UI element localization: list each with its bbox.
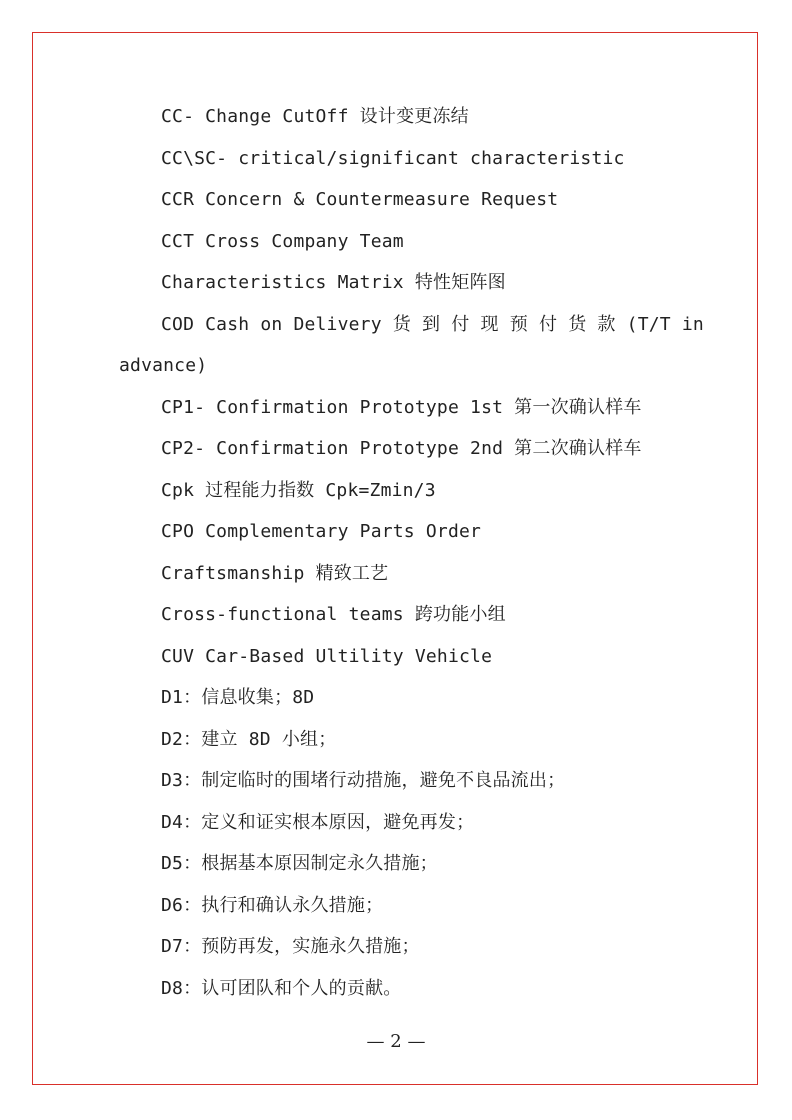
text-line: D7：预防再发，实施永久措施；	[161, 936, 420, 957]
text-line: D2：建立 8D 小组；	[161, 729, 337, 750]
text-line: CCR Concern & Countermeasure Request	[161, 189, 559, 210]
text-line: D5：根据基本原因制定永久措施；	[161, 853, 438, 874]
text-line: D3：制定临时的围堵行动措施，避免不良品流出；	[161, 770, 566, 791]
text-line: Characteristics Matrix 特性矩阵图	[161, 272, 506, 293]
text-line: CUV Car-Based Ultility Vehicle	[161, 646, 493, 667]
text-line: COD Cash on Delivery 货 到 付 现 预 付 货 款 (T/T in	[161, 314, 704, 335]
text-line: D6：执行和确认永久措施；	[161, 895, 384, 916]
text-line: CPO Complementary Parts Order	[161, 521, 482, 542]
text-line: Craftsmanship 精致工艺	[161, 563, 389, 584]
text-line: CC- Change CutOff 设计变更冻结	[161, 106, 469, 127]
text-line: Cpk 过程能力指数 Cpk=Zmin/3	[161, 480, 436, 501]
text-line: Cross-functional teams 跨功能小组	[161, 604, 506, 625]
text-line: D8：认可团队和个人的贡献。	[161, 978, 402, 999]
text-line-continuation: advance)	[119, 355, 208, 376]
text-line: CP1- Confirmation Prototype 1st 第一次确认样车	[161, 397, 642, 418]
text-line: CC\SC- critical/significant characteristic	[161, 148, 625, 169]
page-number: — 2 —	[366, 1031, 426, 1052]
text-line: CP2- Confirmation Prototype 2nd 第二次确认样车	[161, 438, 642, 459]
text-line: D1：信息收集；8D	[161, 687, 315, 708]
text-line: D4：定义和证实根本原因，避免再发；	[161, 812, 475, 833]
text-line: CCT Cross Company Team	[161, 231, 404, 252]
